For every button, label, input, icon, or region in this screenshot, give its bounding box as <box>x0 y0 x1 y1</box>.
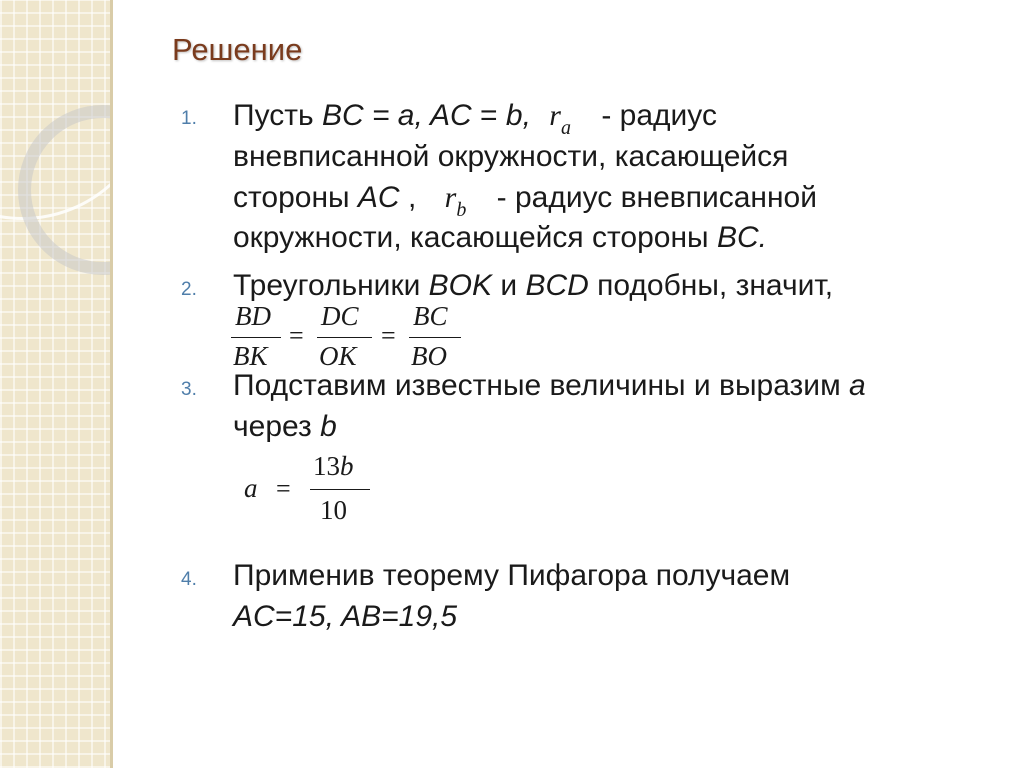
slide-title: Решение <box>172 32 303 67</box>
fraction-2-numerator: DC <box>321 301 359 331</box>
r-a-symbol: $r_a$ <box>549 99 571 139</box>
list-number-4: 4. <box>181 569 197 590</box>
item-3-line-2: через b <box>233 410 337 443</box>
fraction-3-numerator: BC <box>413 301 448 331</box>
item-1-line-1: Пусть BC = a, AC = b, $r_a$ - радиус <box>233 99 717 139</box>
fraction-denominator: 10 <box>320 495 347 525</box>
equals-sign-3: = <box>276 474 291 503</box>
fraction-3-denominator: BO <box>411 341 447 371</box>
fraction-1-bar <box>231 337 281 338</box>
equals-sign-2: = <box>381 321 396 350</box>
item-1-line-2: вневписанной окружности, касающейся <box>233 140 789 173</box>
item-4-line-2: AC=15, AB=19,5 <box>233 600 458 633</box>
list-number-1: 1. <box>181 108 197 129</box>
item-3-line-1: Подставим известные величины и выразим a <box>233 369 866 402</box>
fraction-1-denominator: BK <box>233 341 268 371</box>
r-b-symbol: $r_b$ <box>444 181 467 221</box>
item-4-line-1: Применив теорему Пифагора получаем <box>233 559 791 592</box>
fraction-3-bar <box>409 337 461 338</box>
fraction-1-numerator: BD <box>235 301 271 331</box>
fraction-bar <box>310 489 370 490</box>
equals-sign-1: = <box>289 321 304 350</box>
item-1-line-4: окружности, касающейся стороны BC. <box>233 221 767 254</box>
fraction-2-denominator: OK <box>319 341 357 371</box>
list-number-3: 3. <box>181 379 197 400</box>
fraction-numerator: 13b <box>313 451 354 481</box>
fraction-2-bar <box>317 337 372 338</box>
formula-lhs-a: a <box>244 473 258 503</box>
item-2-line-1: Треугольники BOK и BCD подобны, значит, <box>233 269 834 302</box>
item-1-line-3: стороны AC , $r_b$ - радиус вневписанной <box>233 181 818 221</box>
decorative-side-panel <box>0 0 112 768</box>
side-panel-edge <box>110 0 113 768</box>
list-number-2: 2. <box>181 279 197 300</box>
